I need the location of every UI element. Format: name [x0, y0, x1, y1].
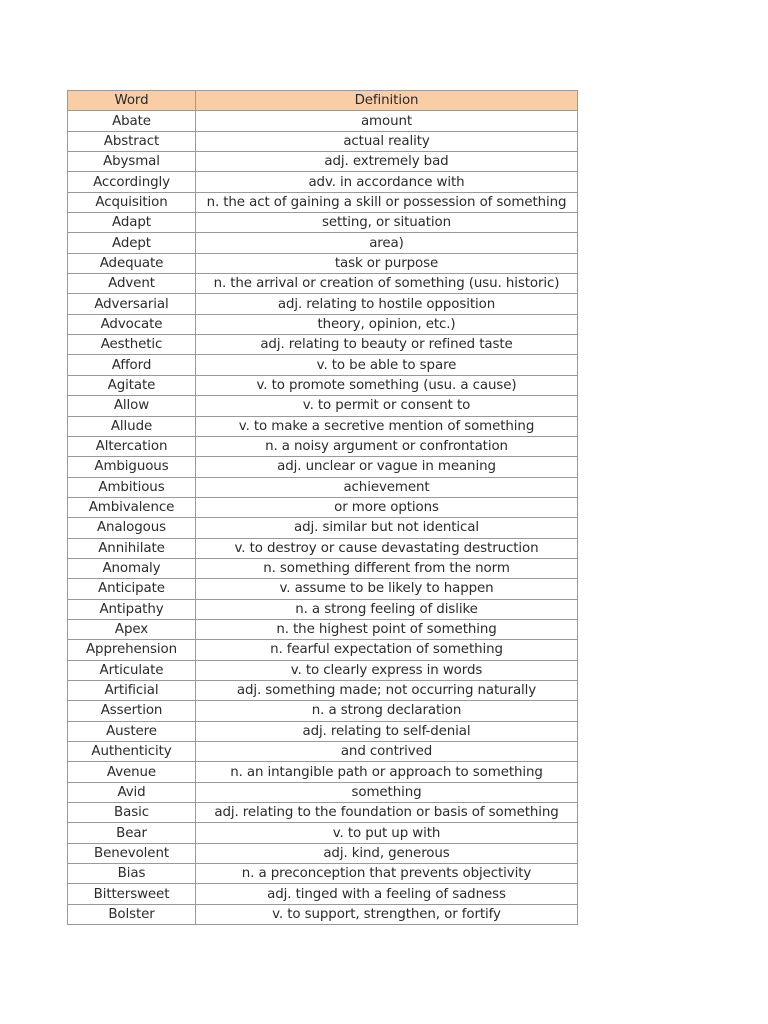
definition-cell: area) [196, 233, 578, 253]
table-row [68, 457, 578, 477]
definition-cell: theory, opinion, etc.) [196, 314, 578, 334]
table-row [68, 680, 578, 700]
word-cell: Allude [68, 416, 196, 436]
definition-cell: adj. kind, generous [196, 843, 578, 863]
definition-cell: v. to promote something (usu. a cause) [196, 375, 578, 395]
word-cell: Allow [68, 396, 196, 416]
table-row [68, 803, 578, 823]
definition-cell: n. a noisy argument or confrontation [196, 436, 578, 456]
table-row [68, 355, 578, 375]
table-row [68, 619, 578, 639]
word-cell: Articulate [68, 660, 196, 680]
definition-cell: actual reality [196, 131, 578, 151]
word-cell: Acquisition [68, 192, 196, 212]
table-row [68, 172, 578, 192]
word-cell: Anticipate [68, 579, 196, 599]
word-cell: Abstract [68, 131, 196, 151]
table-row [68, 762, 578, 782]
word-cell: Altercation [68, 436, 196, 456]
table-row [68, 538, 578, 558]
table-row [68, 497, 578, 517]
word-cell: Bias [68, 864, 196, 884]
word-column-header: Word [68, 91, 196, 111]
table-header [68, 91, 578, 111]
word-cell: Basic [68, 803, 196, 823]
definition-cell: n. the arrival or creation of something (usu. historic) [196, 274, 578, 294]
word-cell: Ambiguous [68, 457, 196, 477]
table-row [68, 396, 578, 416]
word-cell: Abate [68, 111, 196, 131]
word-cell: Adapt [68, 213, 196, 233]
definition-cell: adv. in accordance with [196, 172, 578, 192]
word-cell: Accordingly [68, 172, 196, 192]
definition-cell: adj. unclear or vague in meaning [196, 457, 578, 477]
table-row [68, 335, 578, 355]
word-cell: Ambivalence [68, 497, 196, 517]
definition-cell: adj. relating to the foundation or basis of something [196, 803, 578, 823]
definition-cell: something [196, 782, 578, 802]
word-cell: Analogous [68, 518, 196, 538]
table-row [68, 518, 578, 538]
definition-cell: or more options [196, 497, 578, 517]
definition-cell: adj. relating to beauty or refined taste [196, 335, 578, 355]
table-row [68, 253, 578, 273]
word-cell: Adequate [68, 253, 196, 273]
word-cell: Advocate [68, 314, 196, 334]
table-row [68, 436, 578, 456]
table-row [68, 660, 578, 680]
definition-cell: and contrived [196, 742, 578, 762]
word-cell: Antipathy [68, 599, 196, 619]
word-cell: Agitate [68, 375, 196, 395]
table-row [68, 579, 578, 599]
word-cell: Apex [68, 619, 196, 639]
definition-cell: task or purpose [196, 253, 578, 273]
definition-cell: n. something different from the norm [196, 558, 578, 578]
definition-cell: n. a strong feeling of dislike [196, 599, 578, 619]
definition-cell: n. fearful expectation of something [196, 640, 578, 660]
table-row [68, 233, 578, 253]
definition-cell: v. to permit or consent to [196, 396, 578, 416]
word-cell: Artificial [68, 680, 196, 700]
definition-cell: adj. something made; not occurring naturally [196, 680, 578, 700]
definition-column-header: Definition [196, 91, 578, 111]
table-row [68, 416, 578, 436]
word-cell: Adversarial [68, 294, 196, 314]
definition-cell: v. to clearly express in words [196, 660, 578, 680]
definition-cell: n. the highest point of something [196, 619, 578, 639]
definition-cell: n. a preconception that prevents objectivity [196, 864, 578, 884]
table-row [68, 640, 578, 660]
table-row [68, 721, 578, 741]
table-row [68, 884, 578, 904]
definition-cell: n. the act of gaining a skill or possession of something [196, 192, 578, 212]
definition-cell: v. to support, strengthen, or fortify [196, 904, 578, 924]
word-cell: Austere [68, 721, 196, 741]
word-cell: Apprehension [68, 640, 196, 660]
word-cell: Bittersweet [68, 884, 196, 904]
table-row [68, 274, 578, 294]
table-row [68, 823, 578, 843]
table-row [68, 477, 578, 497]
word-cell: Aesthetic [68, 335, 196, 355]
word-cell: Adept [68, 233, 196, 253]
definition-cell: achievement [196, 477, 578, 497]
word-cell: Anomaly [68, 558, 196, 578]
word-cell: Bolster [68, 904, 196, 924]
word-cell: Benevolent [68, 843, 196, 863]
table-row [68, 558, 578, 578]
table-row [68, 152, 578, 172]
table-row [68, 294, 578, 314]
table-row [68, 131, 578, 151]
table-row [68, 742, 578, 762]
table-body [68, 111, 578, 925]
vocabulary-table [67, 90, 578, 925]
header-row [68, 91, 578, 111]
table-row [68, 213, 578, 233]
table-row [68, 701, 578, 721]
word-cell: Advent [68, 274, 196, 294]
definition-cell: setting, or situation [196, 213, 578, 233]
definition-cell: v. to make a secretive mention of something [196, 416, 578, 436]
definition-cell: adj. relating to hostile opposition [196, 294, 578, 314]
definition-cell: adj. similar but not identical [196, 518, 578, 538]
table-row [68, 375, 578, 395]
definition-cell: v. to be able to spare [196, 355, 578, 375]
definition-cell: n. an intangible path or approach to something [196, 762, 578, 782]
word-cell: Avid [68, 782, 196, 802]
table-row [68, 782, 578, 802]
definition-cell: adj. tinged with a feeling of sadness [196, 884, 578, 904]
table-row [68, 904, 578, 924]
definition-cell: adj. extremely bad [196, 152, 578, 172]
table-row [68, 192, 578, 212]
word-cell: Authenticity [68, 742, 196, 762]
word-cell: Avenue [68, 762, 196, 782]
definition-cell: amount [196, 111, 578, 131]
word-cell: Annihilate [68, 538, 196, 558]
definition-cell: n. a strong declaration [196, 701, 578, 721]
definition-cell: adj. relating to self-denial [196, 721, 578, 741]
table-row [68, 111, 578, 131]
word-cell: Ambitious [68, 477, 196, 497]
word-cell: Assertion [68, 701, 196, 721]
word-cell: Abysmal [68, 152, 196, 172]
table-row [68, 864, 578, 884]
word-cell: Bear [68, 823, 196, 843]
definition-cell: v. to put up with [196, 823, 578, 843]
definition-cell: v. to destroy or cause devastating destruction [196, 538, 578, 558]
table-row [68, 843, 578, 863]
table-row [68, 599, 578, 619]
word-cell: Afford [68, 355, 196, 375]
definition-cell: v. assume to be likely to happen [196, 579, 578, 599]
table-row [68, 314, 578, 334]
